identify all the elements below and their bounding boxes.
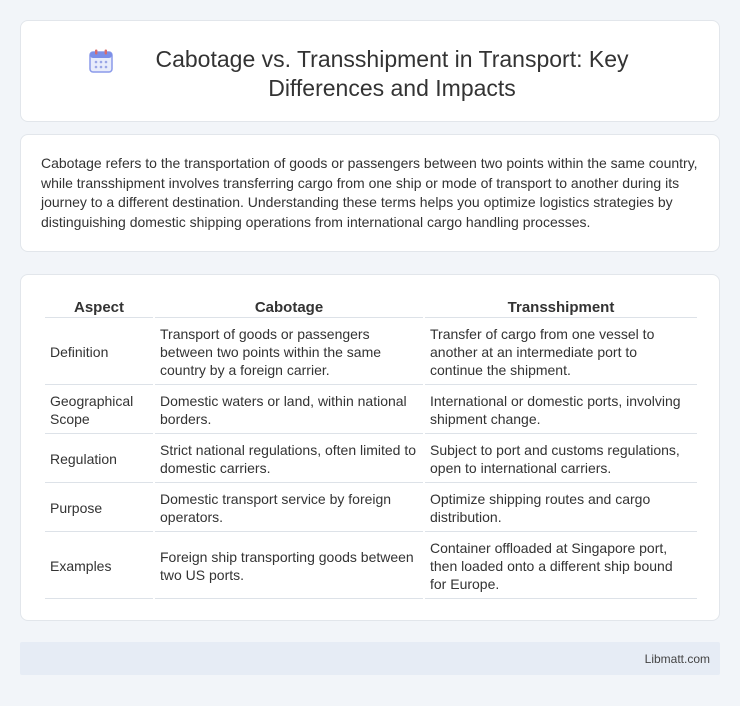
table-row — [45, 387, 697, 434]
cell-cabotage: Transport of goods or passengers between two points within the same country by a foreign carrier. — [155, 320, 423, 385]
header-transshipment: Transshipment — [425, 298, 697, 318]
cell-cabotage: Domestic transport service by foreign operators. — [155, 485, 423, 532]
cell-transshipment: Subject to port and customs regulations, open to international carriers. — [425, 436, 697, 483]
table-row — [45, 534, 697, 599]
header-aspect: Aspect — [45, 298, 153, 318]
cell-cabotage: Domestic waters or land, within national borders. — [155, 387, 423, 434]
cell-transshipment: International or domestic ports, involving shipment change. — [425, 387, 697, 434]
table-row — [45, 320, 697, 385]
page-title: Cabotage vs. Transshipment in Transport: Key Differences and Impacts — [155, 46, 629, 101]
cell-aspect: Definition — [45, 320, 153, 385]
comparison-table — [43, 296, 699, 601]
table-card — [20, 274, 720, 621]
header-cabotage: Cabotage — [155, 298, 423, 318]
footer — [20, 642, 720, 675]
table-row — [45, 436, 697, 483]
cell-aspect: Geographical Scope — [45, 387, 153, 434]
cell-cabotage: Foreign ship transporting goods between two US ports. — [155, 534, 423, 599]
cell-aspect: Examples — [45, 534, 153, 599]
title-card — [20, 20, 720, 122]
table-row — [45, 485, 697, 532]
calendar-icon — [88, 48, 114, 74]
cell-transshipment: Container offloaded at Singapore port, then loaded onto a different ship bound for Europe. — [425, 534, 697, 599]
intro-card — [20, 134, 720, 252]
cell-aspect: Regulation — [45, 436, 153, 483]
intro-paragraph: Cabotage refers to the transportation of goods or passengers between two points within the same country, while transshipment involves transferring cargo from one ship or mode of transport to another during its journey to a different destination. Understanding these terms helps you optimize logistics strategies by distinguishing domestic shipping operations from international cargo handling processes. — [41, 155, 698, 230]
title-wrap — [21, 21, 719, 103]
cell-transshipment: Optimize shipping routes and cargo distribution. — [425, 485, 697, 532]
cell-cabotage: Strict national regulations, often limited to domestic carriers. — [155, 436, 423, 483]
cell-aspect: Purpose — [45, 485, 153, 532]
cell-transshipment: Transfer of cargo from one vessel to another at an intermediate port to continue the shipment. — [425, 320, 697, 385]
table-header-row — [45, 298, 697, 318]
footer-site-link[interactable]: Libmatt.com — [644, 652, 710, 666]
